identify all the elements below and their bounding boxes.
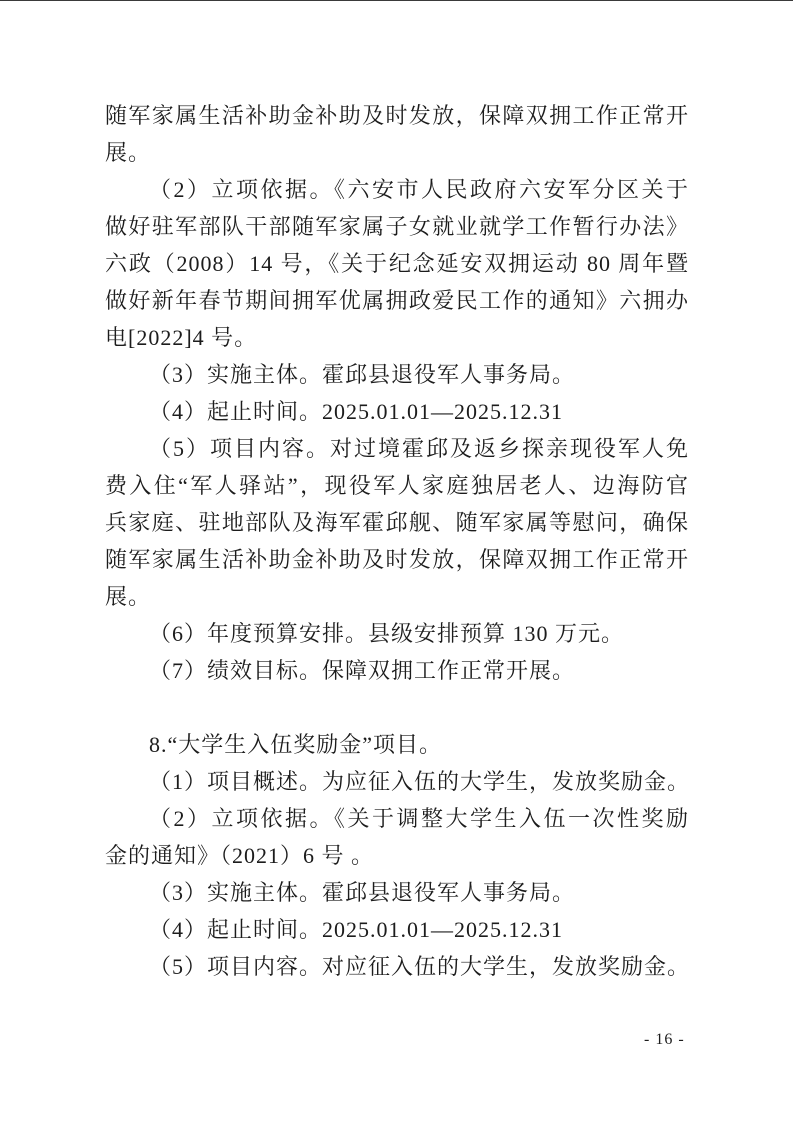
text-line: （6）年度预算安排。县级安排预算 130 万元。 <box>149 621 625 646</box>
project8-basis-paragraph <box>105 800 689 874</box>
carryover-paragraph <box>105 97 689 171</box>
text-line: 兵家庭、驻地部队及海军霍邱舰、随军家属等慰问，确保 <box>105 510 689 535</box>
project7-basis-paragraph <box>105 171 689 356</box>
text-line: （7）绩效目标。保障双拥工作正常开展。 <box>149 658 576 683</box>
text-line: （2）立项依据。《关于调整大学生入伍一次性奖励 <box>149 806 689 831</box>
text-line: （3）实施主体。霍邱县退役军人事务局。 <box>149 880 576 905</box>
project7-goal-paragraph <box>105 652 689 689</box>
text-line: 费入住“军人驿站”，现役军人家庭独居老人、边海防官 <box>105 473 689 498</box>
text-line: （4）起止时间。2025.01.01—2025.12.31 <box>149 399 564 424</box>
text-line: 随军家属生活补助金补助及时发放，保障双拥工作正常开 <box>105 547 689 572</box>
project7-implementer-paragraph <box>105 356 689 393</box>
project8-implementer-paragraph <box>105 874 689 911</box>
text-line: 随军家属生活补助金补助及时发放，保障双拥工作正常开 <box>105 103 689 128</box>
text-line: （1）项目概述。为应征入伍的大学生，发放奖励金。 <box>149 769 691 794</box>
text-line: 做好驻军部队干部随军家属子女就业就学工作暂行办法》 <box>105 214 689 239</box>
text-line: （3）实施主体。霍邱县退役军人事务局。 <box>149 362 576 387</box>
text-line: 金的通知》（2021）6 号 。 <box>105 843 375 868</box>
project7-period-paragraph <box>105 393 689 430</box>
text-line: 展。 <box>105 140 152 165</box>
text-line: （4）起止时间。2025.01.01—2025.12.31 <box>149 917 564 942</box>
text-line: 电[2022]4 号。 <box>105 325 258 350</box>
text-line: 六政（2008）14 号，《关于纪念延安双拥运动 80 周年暨 <box>105 251 689 276</box>
project8-content-paragraph <box>105 948 689 985</box>
text-line: （2）立项依据。《六安市人民政府六安军分区关于 <box>149 177 689 202</box>
section-spacer <box>105 689 689 726</box>
project7-budget-paragraph <box>105 615 689 652</box>
text-line: 展。 <box>105 584 152 609</box>
text-line: 做好新年春节期间拥军优属拥政爱民工作的通知》六拥办 <box>105 288 689 313</box>
text-line: （5）项目内容。对应征入伍的大学生，发放奖励金。 <box>149 954 691 979</box>
text-line: 8.“大学生入伍奖励金”项目。 <box>149 732 443 757</box>
project8-heading <box>105 726 689 763</box>
project7-content-paragraph <box>105 430 689 615</box>
page-body <box>105 97 689 985</box>
page-number: - 16 - <box>644 1031 685 1048</box>
project8-period-paragraph <box>105 911 689 948</box>
project8-overview-paragraph <box>105 763 689 800</box>
text-line: （5）项目内容。对过境霍邱及返乡探亲现役军人免 <box>149 436 689 461</box>
